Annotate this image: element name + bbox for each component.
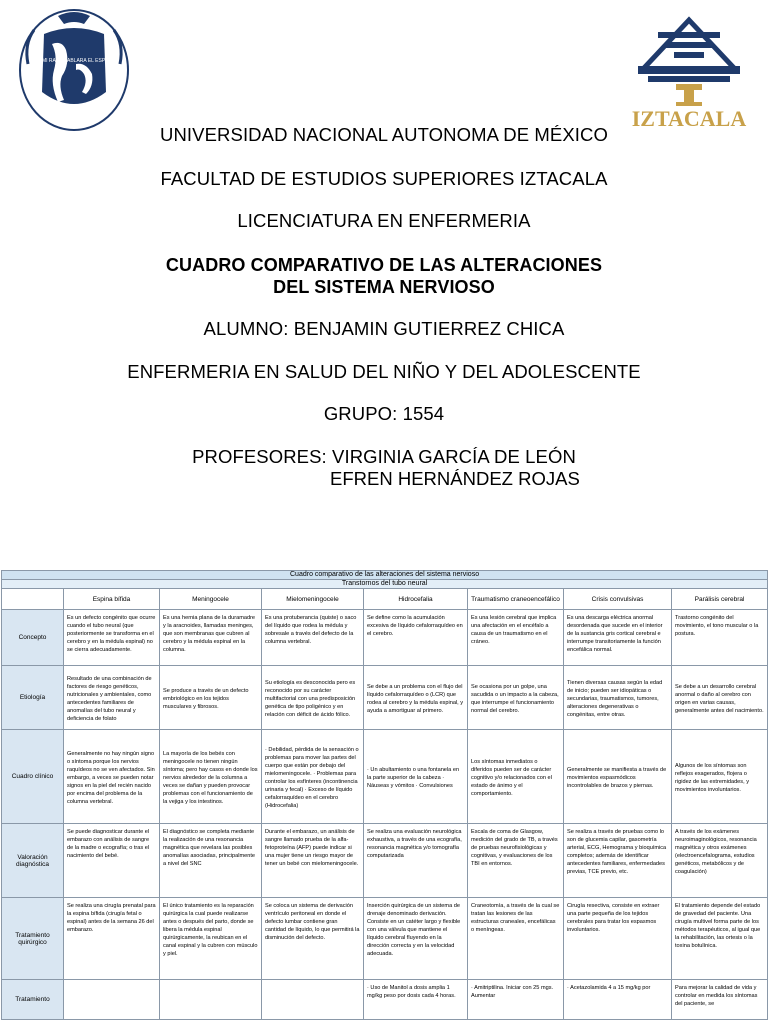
table-cell: A través de los exámenes neuroimaginológicos, resonancia magnética y otros exámenes (electroencefalograma, estudios genéticos, metabólicos y de coagulación)	[672, 824, 768, 898]
table-cell: Se puede diagnosticar durante el embarazo con análisis de sangre de la madre o ecografía; o tras el nacimiento del bebé.	[64, 824, 160, 898]
table-row	[2, 666, 768, 730]
table-row	[2, 610, 768, 666]
table-cell: Se realiza a través de pruebas como lo son de glucemia capilar, gasometría arterial, ECG, Hemograma y bioquímica completos; además de identificar antecedentes familiares, enfermedades previas, TCE previo, etc.	[564, 824, 672, 898]
row-label: Concepto	[2, 610, 64, 666]
table-subtitle: Transtornos del tubo neural	[2, 580, 768, 589]
table-cell: El único tratamiento es la reparación quirúrgica la cual puede realizarse antes o después del parto, donde se libera la médula espinal quirúrgicamente, la reubican en el canal espinal y la cubren con músculo y piel.	[160, 898, 262, 980]
table-cell: Se debe a un desarrollo cerebral anormal o daño al cerebro con origen en varias causas, generalmente antes del nacimiento.	[672, 666, 768, 730]
table-title: Cuadro comparativo de las alteraciones del sistema nervioso	[2, 571, 768, 580]
column-header: Crisis convulsivas	[564, 589, 672, 610]
table-cell: · Amitriptilina. Iniciar con 25 mgs. Aumentar	[468, 980, 564, 1020]
table-cell: Algunos de los síntomas son reflejos exagerados, flojera o rigidez de las extremidades, y movimientos involuntarios.	[672, 730, 768, 824]
column-header: Hidrocefalia	[364, 589, 468, 610]
header-corner	[2, 589, 64, 610]
table-cell: Es una protuberancia (quiste) o saco del líquido que rodea la médula y sobresale a través del defecto de la columna vertebral.	[262, 610, 364, 666]
table-cell: Es una hernia plana de la duramadre y la aracnoides, llamadas meninges, que son membranas que cubren al cerebro y la médula espinal en la columna.	[160, 610, 262, 666]
table-cell: Es un defecto congénito que ocurre cuando el tubo neural (que posteriormente se transforma en el cerebro y en la médula espinal) no se cierra adecuadamente.	[64, 610, 160, 666]
university-name: UNIVERSIDAD NACIONAL AUTONOMA DE MÉXICO	[160, 124, 608, 145]
comparison-table-wrapper	[1, 570, 767, 1020]
table-cell: El diagnóstico se completa mediante la realización de una resonancia magnética que revelara las posibles anomalías asociadas, principalmente a nivel del SNC	[160, 824, 262, 898]
table-cell: El tratamiento depende del estado de gravedad del paciente. Una cirugía multivel forma parte de los métodos terapéuticos, al igual que la rehabilitación, las ortesis o la toxina botulínica.	[672, 898, 768, 980]
professors-line2: EFREN HERNÁNDEZ ROJAS	[330, 468, 580, 489]
table-cell: Se produce a través de un defecto embriológico en los tejidos musculares y fibrosos.	[160, 666, 262, 730]
row-label: Valoración diagnóstica	[2, 824, 64, 898]
column-header: Espina bífida	[64, 589, 160, 610]
faculty-name: FACULTAD DE ESTUDIOS SUPERIORES IZTACALA	[160, 168, 608, 189]
table-header-row	[2, 589, 768, 610]
table-cell: Su etiología es desconocida pero es reconocido por su carácter multifactorial con una predisposición genética de tipo poligénico y en relación con déficit de ácido fólico.	[262, 666, 364, 730]
table-cell: · Acetazolamida 4 a 15 mg/kg por	[564, 980, 672, 1020]
table-cell: Se coloca un sistema de derivación ventrículo peritoneal en donde el defecto lumbar contiene gran cantidad de líquido, lo que permitirá la disminución del defecto.	[262, 898, 364, 980]
table-cell: Escala de coma de Glasgow, medición del grado de TB, a través de pruebas neurofisiológicas y cognitivas, y evaluaciones de los TBI en entornos.	[468, 824, 564, 898]
professors-line1: PROFESORES: VIRGINIA GARCÍA DE LEÓN	[192, 446, 576, 467]
logo-motto: POR MI RAZA HABLARA EL ESPIRITU	[29, 58, 119, 64]
table-cell	[160, 980, 262, 1020]
iztacala-logo	[614, 10, 764, 132]
unam-logo	[14, 4, 134, 132]
table-cell	[64, 980, 160, 1020]
group-number: GRUPO: 1554	[323, 403, 445, 424]
table-cell	[262, 980, 364, 1020]
column-header: Traumatismo craneoencefálico	[468, 589, 564, 610]
table-cell: · Un abultamiento o una fontanela en la parte superior de la cabeza · Náuseas y vómitos · Convulsiones	[364, 730, 468, 824]
table-cell: La mayoría de los bebés con meningocele no tienen ningún síntoma; pero hay casos en donde los nervios alrededor de la columna a veces se dañan y pueden provocar problemas con el funcionamiento de la vejiga y los intestinos.	[160, 730, 262, 824]
student-name: ALUMNO: BENJAMIN GUTIERREZ CHICA	[203, 318, 565, 339]
row-label: Tratamiento quirúrgico	[2, 898, 64, 980]
table-cell: Generalmente se manifiesta a través de movimientos espasmódicos incontrolables de brazos y piernas.	[564, 730, 672, 824]
course-name: ENFERMERIA EN SALUD DEL NIÑO Y DEL ADOLESCENTE	[127, 361, 641, 382]
table-row	[2, 898, 768, 980]
comparison-table	[1, 570, 768, 1020]
column-header: Meningocele	[160, 589, 262, 610]
table-cell: Se define como la acumulación excesiva de líquido cefalorraquídeo en el cerebro.	[364, 610, 468, 666]
row-label: Tratamiento	[2, 980, 64, 1020]
table-row	[2, 824, 768, 898]
degree-name: LICENCIATURA EN ENFERMERIA	[237, 210, 531, 231]
table-cell: · Uso de Manitol a dosis amplia 1 mg/kg peso por dosis cada 4 horas.	[364, 980, 468, 1020]
table-row	[2, 980, 768, 1020]
table-cell: Trastorno congénito del movimiento, el tono muscular o la postura.	[672, 610, 768, 666]
table-cell: · Debilidad, pérdida de la sensación o problemas para mover las partes del cuerpo que están por debajo del mielomeningocele. · Problemas para controlar los esfínteres (incontinencia urinaria y fecal) · Exceso de líquido cefalorraquídeo en el cerebro (Hidrocefalia)	[262, 730, 364, 824]
table-row	[2, 730, 768, 824]
document-title-line1: CUADRO COMPARATIVO DE LAS ALTERACIONES	[165, 255, 603, 275]
table-cell: Los síntomas inmediatos o diferidos pueden ser de carácter cognitivo y/o relacionados con el estado de ánimo y el comportamiento.	[468, 730, 564, 824]
column-header: Parálisis cerebral	[672, 589, 768, 610]
document-title-line2: DEL SISTEMA NERVIOSO	[273, 277, 495, 297]
table-cell: Inserción quirúrgica de un sistema de drenaje denominado derivación. Consiste en un catéter largo y flexible con una válvula que mantiene el líquido cerebral fluyendo en la dirección correcta y en la velocidad adecuada.	[364, 898, 468, 980]
row-label: Etiología	[2, 666, 64, 730]
table-cell: Durante el embarazo, un análisis de sangre llamado prueba de la alfa-fetoproteína (AFP) puede indicar si una mujer tiene un riesgo mayor de tener un bebé con mielomeningocele.	[262, 824, 364, 898]
table-cell: Es una descarga eléctrica anormal desordenada que sucede en el interior de la sustancia gris cortical cerebral e interrumpe transitoriamente la función encefálica normal.	[564, 610, 672, 666]
table-cell: Se realiza una cirugía prenatal para la espina bífida (cirugía fetal o espinal) antes de la semana 26 del embarazo.	[64, 898, 160, 980]
table-cell: Se ocasiona por un golpe, una sacudida o un impacto a la cabeza, que interrumpe el funcionamiento normal del cerebro.	[468, 666, 564, 730]
table-cell: Es una lesión cerebral que implica una afectación en el encéfalo a causa de un traumatismo en el cráneo.	[468, 610, 564, 666]
table-cell: Se debe a un problema con el flujo del líquido cefalorraquídeo o (LCR) que rodea al cerebro y la médula espinal, y ayuda a amortiguar al primero.	[364, 666, 468, 730]
table-cell: Se realiza una evaluación neurológica exhaustiva, a través de una ecografía, resonancia magnética y/o tomografía computarizada	[364, 824, 468, 898]
table-cell: Tienen diversas causas según la edad de inicio; pueden ser idiopáticas o secundarias, traumatismos, tumores, alteraciones degenerativas o congénitas, entre otras.	[564, 666, 672, 730]
table-cell: Cirugía resectiva, consiste en extraer una parte pequeña de los tejidos cerebrales para tratar los espasmos involuntarios.	[564, 898, 672, 980]
table-cell: Generalmente no hay ningún signo o síntoma porque los nervios raquídeos no se ven afectados. Sin embargo, a veces se pueden notar signos en la piel del recién nacido por encima del problema de la columna vertebral.	[64, 730, 160, 824]
table-cell: Resultado de una combinación de factores de riesgo genéticos, nutricionales y ambientales, como antecedentes familiares de anomalías del tubo neural y deficiencia de folato	[64, 666, 160, 730]
logo-wordmark: IZTACALA	[631, 106, 747, 131]
column-header: Mielomeningocele	[262, 589, 364, 610]
table-cell: Para mejorar la calidad de vida y controlar en medida los síntomas del paciente, se	[672, 980, 768, 1020]
row-label: Cuadro clínico	[2, 730, 64, 824]
table-cell: Craneotomía, a través de la cual se tratan las lesiones de las estructuras craneales, encefálicas o meníngeas.	[468, 898, 564, 980]
